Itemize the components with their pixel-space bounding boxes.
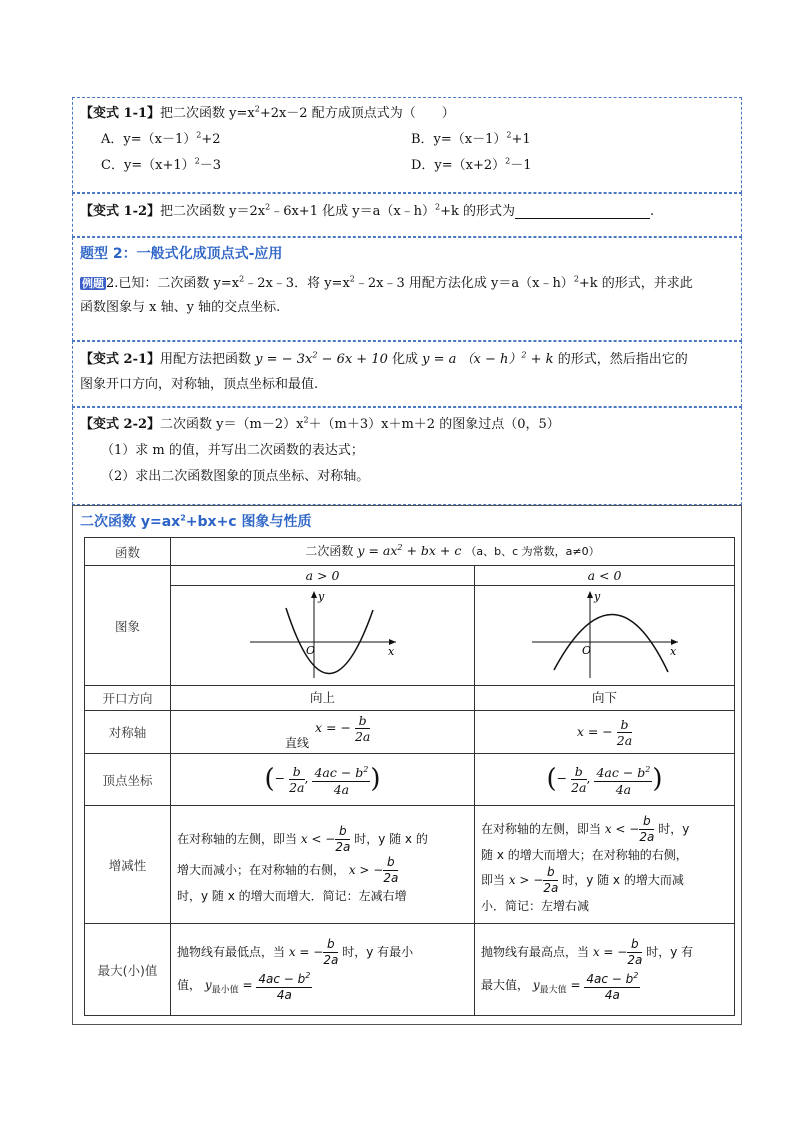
exercise-1-2-box bbox=[72, 193, 742, 237]
row-label-axis: 对称轴 bbox=[85, 711, 171, 754]
monotonicity-right: 在对称轴的左侧，即当 x < − $\frac{b}{2a}$ 时，y 随 x 的增大而增大；在对称轴的右侧， 即当 x > − $\frac{b}{2a}$ 时，y 随 x 的增大而减 小．简记：左增右减 bbox=[475, 806, 735, 924]
upward-parabola-graph bbox=[248, 588, 398, 680]
vertex-right: (− $\frac{b}{2a}$ , $\frac{4ac - b^2}{4a}$ ) bbox=[475, 754, 735, 806]
exercise-1-2-text: 【变式 1-2】把二次函数 $y=2x^2﹣6x+1$ 化成 y＝a（x﹣h）$^2$+k 的形式为 . bbox=[80, 202, 655, 219]
open-down: 向下 bbox=[475, 686, 735, 711]
exercise-2-1-line2: 图象开口方向，对称轴，顶点坐标和最值. bbox=[80, 377, 319, 392]
type-2-heading: 题型 2：一般式化成顶点式-应用 bbox=[80, 246, 283, 262]
extremum-right: 抛物线有最高点，当 x = − $\frac{b}{2a}$ 时，y 有 最大值， $y_{最大值}$ = $\frac{4ac - b^2}{4a}$ bbox=[475, 924, 735, 1016]
open-up: 向上 bbox=[171, 686, 475, 711]
table-row bbox=[85, 566, 735, 586]
y-axis-label: y bbox=[317, 590, 324, 603]
example-2-line1: 例题 2.已知：二次函数 $y=x^2﹣2x﹣3$．将 $y=x^2﹣2x﹣3$ 用配方法化成 y＝a（x﹣h）$^2$+k 的形式，并求此 bbox=[82, 274, 693, 291]
table-row bbox=[85, 754, 735, 806]
example-2-line2: 函数图象与 x 轴、y 轴的交点坐标. bbox=[80, 300, 281, 315]
option-a: A．$y=(x-1)^2+2$ bbox=[101, 130, 221, 147]
option-c: C．$y=(x+1)^2-3$ bbox=[101, 156, 222, 173]
properties-table bbox=[84, 537, 735, 1016]
a-positive: a > 0 bbox=[171, 566, 475, 586]
a-negative: a < 0 bbox=[475, 566, 735, 586]
extremum-left: 抛物线有最低点，当 x = − $\frac{b}{2a}$ 时，y 有最小 值， $y_{最小值}$ = $\frac{4ac - b^2}{4a}$ bbox=[171, 924, 475, 1016]
row-label-vertex: 顶点坐标 bbox=[85, 754, 171, 806]
row-label-opening: 开口方向 bbox=[85, 686, 171, 711]
graph-upward-cell bbox=[171, 586, 475, 686]
table-row bbox=[85, 586, 735, 686]
table-row bbox=[85, 924, 735, 1016]
row-label-extremum: 最大(小)值 bbox=[85, 924, 171, 1016]
type-2-box bbox=[72, 237, 742, 341]
table-row bbox=[85, 806, 735, 924]
origin-label: O bbox=[305, 644, 315, 657]
exercise-2-1-box bbox=[72, 341, 742, 407]
exercise-2-2-line1: 【变式 2-2】二次函数 $y=(m-2)x^2+(m+3)x+m+2$ 的图象过点（0，5） bbox=[80, 415, 560, 432]
example-tag: 例题 bbox=[82, 277, 104, 290]
axis-right: x = − $\frac{b}{2a}$ bbox=[475, 711, 735, 754]
answer-blank[interactable] bbox=[515, 206, 650, 219]
origin-label: O bbox=[581, 644, 591, 657]
option-b: B．$y=(x-1)^2+1$ bbox=[411, 130, 531, 147]
row-label-function: 函数 bbox=[85, 538, 171, 566]
axis-left: x = − $\frac{b}{2a}$ 直线 bbox=[171, 711, 475, 754]
monotonicity-left: 在对称轴的左侧，即当 x < − $\frac{b}{2a}$ 时，y 随 x 的 增大而减小；在对称轴的右侧， x > − $\frac{b}{2a}$ 时，y 随 x 的增大而增大．简记：左减右增 bbox=[171, 806, 475, 924]
question-2: （2）求出二次函数图象的顶点坐标、对称轴。 bbox=[101, 469, 370, 484]
section-heading: 二次函数 $y=ax^2+bx+c$ 图象与性质 bbox=[80, 513, 312, 530]
y-axis-label: y bbox=[593, 590, 600, 603]
x-axis-label: x bbox=[387, 645, 394, 658]
question-1: （1）求 m 的值，并写出二次函数的表达式； bbox=[101, 443, 364, 458]
row-label-monotonicity: 增减性 bbox=[85, 806, 171, 924]
row-label-graph: 图象 bbox=[85, 566, 171, 686]
table-row bbox=[85, 686, 735, 711]
table-row bbox=[85, 711, 735, 754]
graph-downward-cell bbox=[475, 586, 735, 686]
function-cell: 二次函数 $y = ax^2$ + bx + c （a、b、c 为常数，a≠0） bbox=[171, 538, 735, 566]
x-axis-label: x bbox=[669, 645, 676, 658]
vertex-left: (− $\frac{b}{2a}$ , $\frac{4ac - b^2}{4a}$ ) bbox=[171, 754, 475, 806]
table-row bbox=[85, 538, 735, 566]
exercise-2-2-box bbox=[72, 407, 742, 505]
exercise-1-1-stem: 【变式 1-1】把二次函数 $y=x^2+2x-2$ 配方成顶点式为（ ） bbox=[80, 104, 455, 121]
exercise-2-1-line1: 【变式 2-1】用配方法把函数 y = − $3x^2 - 6x + 10$ 化成 y = a $(x - h)^2 + k$ 的形式，然后指出它的 bbox=[80, 350, 688, 367]
option-d: D．$y=(x+2)^2-1$ bbox=[411, 156, 532, 173]
exercise-1-1-box bbox=[72, 97, 742, 193]
downward-parabola-graph bbox=[530, 588, 680, 680]
